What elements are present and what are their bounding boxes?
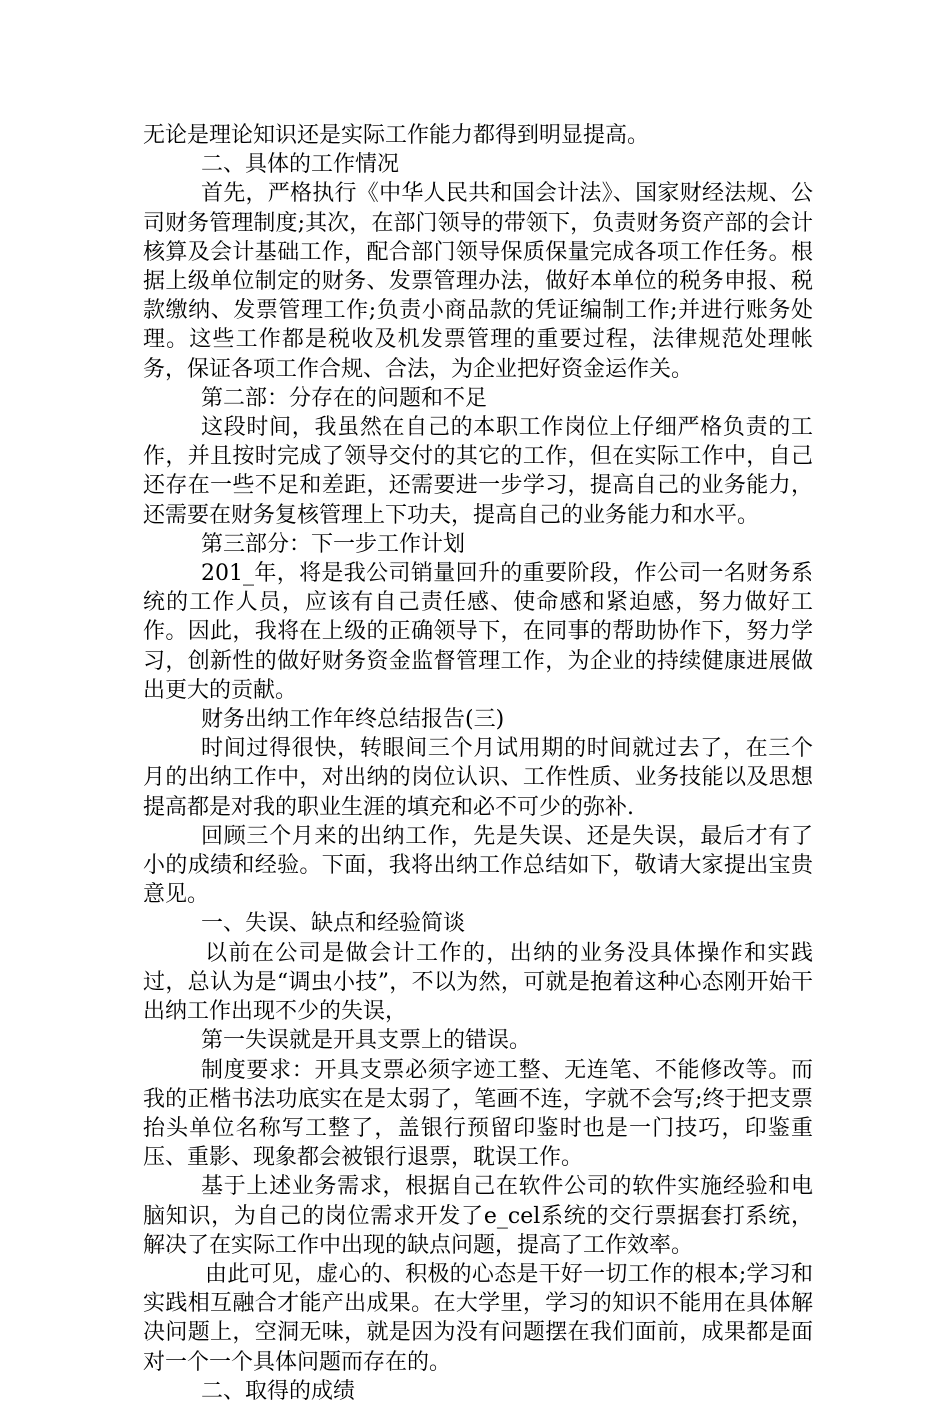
paragraph: 201_年，将是我公司销量回升的重要阶段，作公司一名财务系统的工作人员，应该有自己责任感、使命感和紧迫感，努力做好工作。因此，我将在上级的正确领导下，在同事的帮助协作下，努力学习，创新性的做好财务资金监督管理工作，为企业的持续健康进展做出更大的贡献。 xyxy=(143,561,813,703)
paragraph: 第一失误就是开具支票上的错误。 xyxy=(201,1028,532,1054)
section-heading: 二、取得的成绩 xyxy=(201,1378,356,1404)
paragraph: 无论是理论知识还是实际工作能力都得到明显提高。 xyxy=(143,123,650,148)
section-heading: 一、失误、缺点和经验简谈 xyxy=(201,911,466,937)
paragraph: 时间过得很快，转眼间三个月试用期的时间就过去了，在三个月的出纳工作中，对出纳的岗位认识、工作性质、业务技能以及思想提高都是对我的职业生涯的填充和必不可少的弥补. xyxy=(143,736,813,820)
paragraph: 由此可见，虚心的、积极的心态是干好一切工作的根本;学习和实践相互融合才能产出成果。在大学里，学习的知识不能用在具体解决问题上，空洞无味，就是因为没有问题摆在我们面前，成果都是面对一个一个具体问题而存在的。 xyxy=(143,1261,813,1375)
paragraph: 这段时间，我虽然在自己的本职工作岗位上仔细严格负责的工作，并且按时完成了领导交付的其它的工作，但在实际工作中，自己还存在一些不足和差距，还需要进一步学习，提高自己的业务能力，还需要在财务复核管理上下功夫，提高自己的业务能力和水平。 xyxy=(143,415,813,528)
paragraph: 回顾三个月来的出纳工作，先是失误、还是失误，最后才有了小的成绩和经验。下面，我将出纳工作总结如下，敬请大家提出宝贵意见。 xyxy=(143,823,813,908)
paragraph: 基于上述业务需求，根据自己在软件公司的软件实施经验和电脑知识，为自己的岗位需求开发了e_cel系统的交行票据套打系统，解决了在实际工作中出现的缺点问题，提高了工作效率。 xyxy=(143,1174,813,1258)
paragraph: 首先，严格执行《中华人民共和国会计法》、国家财经法规、公司财务管理制度;其次，在部门领导的带领下，负责财务资产部的会计核算及会计基础工作，配合部门领导保质保量完成各项工作任务。根据上级单位制定的财务、发票管理办法，做好本单位的税务申报、税款缴纳、发票管理工作;负责小商品款的凭证编制工作;并进行账务处理。这些工作都是税收及机发票管理的重要过程，法律规范处理帐务，保证各项工作合规、合法，为企业把好资金运作关。 xyxy=(143,181,813,382)
document-body xyxy=(143,121,813,1406)
section-heading: 二、具体的工作情况 xyxy=(201,152,400,178)
report-title: 财务出纳工作年终总结报告(三) xyxy=(201,707,505,733)
section-heading: 第三部分：下一步工作计划 xyxy=(201,531,466,557)
section-heading: 第二部：分存在的问题和不足 xyxy=(201,385,488,411)
paragraph: 制度要求：开具支票必须字迹工整、无连笔、不能修改等。而我的正楷书法功底实在是太弱了，笔画不连，字就不会写;终于把支票抬头单位名称写工整了，盖银行预留印鉴时也是一门技巧，印鉴重压、重影、现象都会被银行退票，耽误工作。 xyxy=(143,1057,813,1171)
paragraph: 以前在公司是做会计工作的，出纳的业务没具体操作和实践过，总认为是“调虫小技”，不以为然，可就是抱着这种心态刚开始干出纳工作出现不少的失误， xyxy=(143,940,813,1025)
